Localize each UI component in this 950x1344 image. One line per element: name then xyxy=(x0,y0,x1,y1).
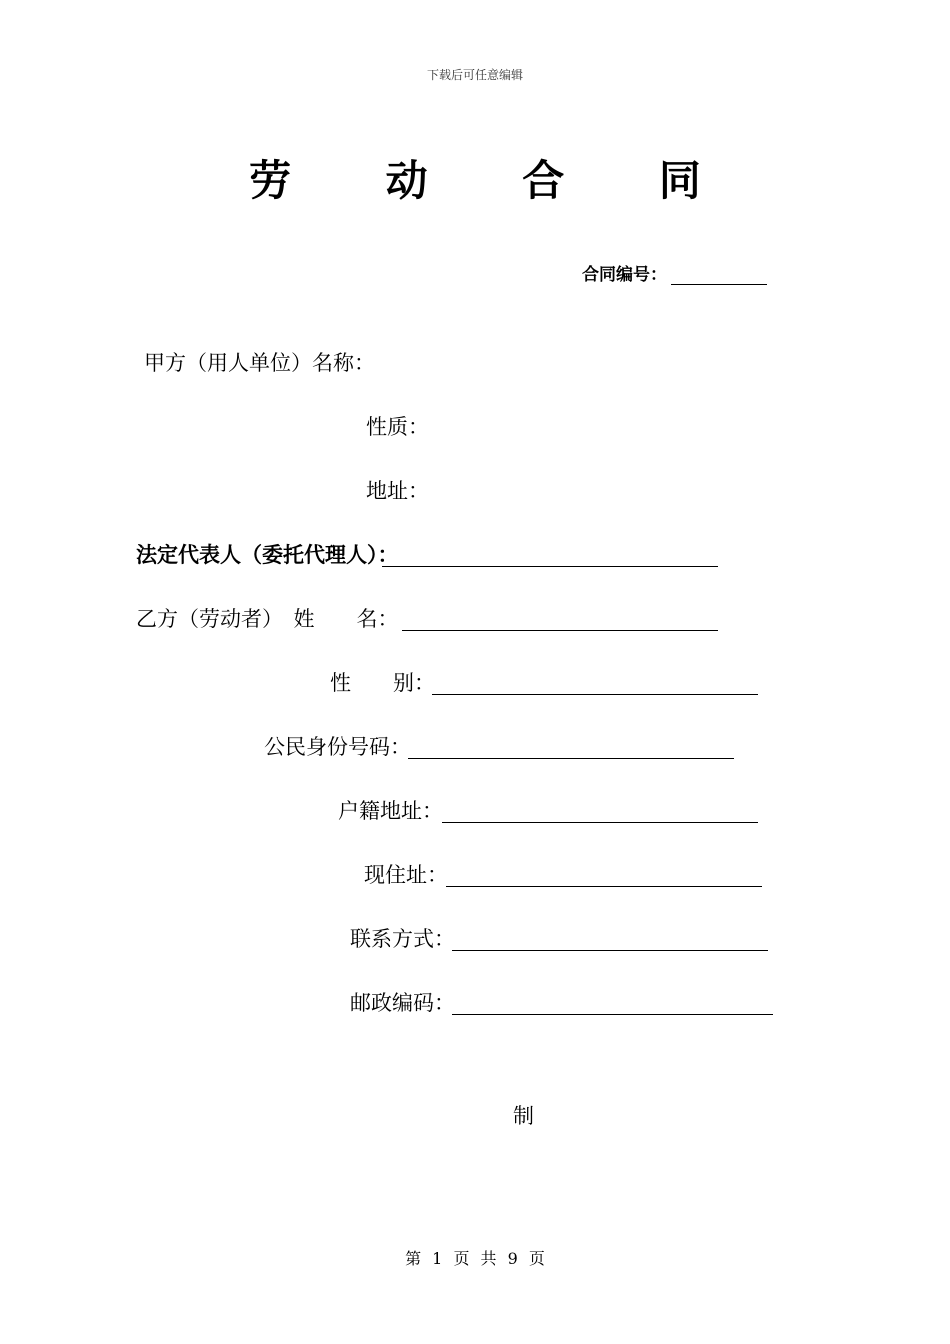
party-a-address-row xyxy=(366,476,429,506)
made-by-label: 制 xyxy=(513,1104,534,1128)
hukou-address-row xyxy=(338,796,760,826)
gender-label: 性 别： xyxy=(330,671,435,695)
current-address-row xyxy=(364,860,764,890)
party-a-address-label: 地址： xyxy=(366,479,429,503)
id-number-label: 公民身份号码： xyxy=(264,735,411,759)
postcode-label: 邮政编码： xyxy=(350,991,455,1015)
contact-blank[interactable] xyxy=(452,950,768,951)
contract-number-blank[interactable] xyxy=(671,266,767,285)
gender-blank[interactable] xyxy=(432,694,758,695)
gender-row xyxy=(330,668,760,698)
contact-row xyxy=(350,924,770,954)
document-title: 劳 动 合 同 xyxy=(249,156,741,205)
party-b-name-blank[interactable] xyxy=(402,630,718,631)
contract-number-field xyxy=(582,260,767,285)
party-b-name-row xyxy=(136,604,726,634)
page-footer: 第 1 页 共 9 页 xyxy=(405,1249,545,1268)
party-a-nature-label: 性质： xyxy=(366,415,429,439)
contact-label: 联系方式： xyxy=(350,927,455,951)
hukou-address-label: 户籍地址： xyxy=(338,799,443,823)
party-a-nature-row xyxy=(366,412,429,442)
legal-rep-row xyxy=(136,540,726,570)
contract-number-label: 合同编号： xyxy=(582,265,667,285)
party-a-name-label: 甲方（用人单位）名称： xyxy=(144,351,375,375)
legal-rep-label: 法定代表人（委托代理人）： xyxy=(136,543,399,567)
postcode-blank[interactable] xyxy=(452,1014,773,1015)
hukou-address-blank[interactable] xyxy=(442,822,758,823)
party-a-name-row xyxy=(144,348,375,378)
id-number-row xyxy=(264,732,736,762)
current-address-blank[interactable] xyxy=(446,886,762,887)
legal-rep-blank[interactable] xyxy=(382,566,718,567)
header-note: 下载后可任意编辑 xyxy=(426,68,523,82)
postcode-row xyxy=(350,988,775,1018)
current-address-label: 现住址： xyxy=(364,863,448,887)
id-number-blank[interactable] xyxy=(408,758,734,759)
party-b-name-label: 乙方（劳动者） 姓 名： xyxy=(136,607,399,631)
